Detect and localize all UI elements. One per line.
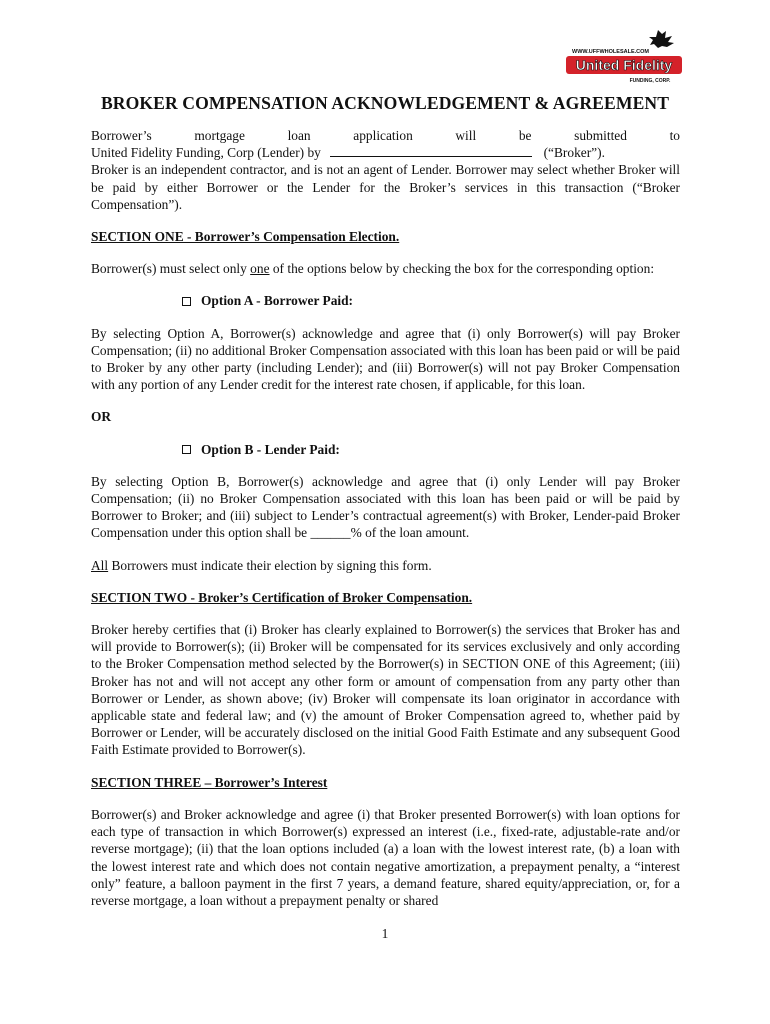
intro-word: loan	[287, 128, 311, 143]
option-a-checkbox[interactable]	[182, 297, 191, 306]
intro-word: Borrower’s	[91, 128, 152, 143]
percentage-blank[interactable]: ______	[310, 525, 351, 541]
option-b-heading	[182, 441, 680, 458]
logo-sub: FUNDING, CORP.	[629, 78, 671, 84]
page-title: BROKER COMPENSATION ACKNOWLEDGEMENT & AGREEMENT	[100, 93, 670, 113]
intro-broker-label: (“Broker”).	[543, 145, 605, 161]
intro-word: mortgage	[194, 128, 245, 143]
intro-word: to	[669, 128, 680, 143]
option-a-text: By selecting Option A, Borrower(s) acknowledge and agree that (i) only Borrower(s) will pay Broker Compensation; (ii) no additional Broker Compensation associated with this loan has been paid or will be paid to Broker by any other party (including Lender); and (iii) Borrower(s) will not pay Broker Compensation with any portion of any Lender credit for the interest rate chosen, if applicable, for this loan.	[91, 325, 680, 393]
section-one-heading: SECTION ONE - Borrower’s Compensation Election.	[91, 229, 400, 245]
logo-brand: United Fidelity	[575, 57, 673, 73]
option-a-label: Option A - Borrower Paid:	[201, 293, 354, 309]
page-number: 1	[381, 926, 389, 941]
option-b-checkbox[interactable]	[182, 445, 191, 454]
section-three-heading: SECTION THREE – Borrower’s Interest	[91, 774, 328, 790]
one-emphasis: one	[250, 261, 270, 277]
section-two-heading: SECTION TWO - Broker’s Certification of Broker Compensation.	[91, 589, 473, 605]
logo-url: WWW.UFFWHOLESALE.COM	[572, 49, 649, 55]
intro-line-2	[91, 144, 680, 161]
united-fidelity-logo	[562, 28, 686, 86]
intro-lender-text: United Fidelity Funding, Corp (Lender) by	[91, 145, 321, 161]
option-b-label: Option B - Lender Paid:	[201, 441, 340, 457]
intro-word: submitted	[574, 128, 627, 143]
all-emphasis: All	[91, 557, 109, 573]
all-borrowers-note: All Borrowers must indicate their election by signing this form.	[91, 557, 432, 573]
option-b-text: By selecting Option B, Borrower(s) acknowledge and agree that (i) only Lender will pay Broker Compensation; (ii) no Broker Compensation associated with this loan has been paid or will be paid by Borrower to Broker; and (iii) subject to Lender’s contractual agreement(s) with Broker, Lender-paid Broker Compensation under this option shall be ______% of the loan amount.	[91, 473, 680, 541]
document-body	[91, 127, 680, 909]
or-label: OR	[91, 409, 112, 425]
option-a-heading	[182, 292, 680, 309]
intro-word: application	[353, 128, 413, 143]
section-one-instruction: Borrower(s) must select only one of the options below by checking the box for the corresponding option:	[91, 261, 655, 277]
broker-name-field[interactable]	[330, 144, 532, 157]
intro-word: be	[518, 128, 532, 143]
intro-word: will	[455, 128, 477, 143]
intro-paragraph: Broker is an independent contractor, and is not an agent of Lender. Borrower may select whether Broker will be paid by either Borrower or the Lender for the Broker’s services in this transaction (“Broker Compensation”).	[91, 162, 680, 212]
section-three-text: Borrower(s) and Broker acknowledge and agree (i) that Broker presented Borrower(s) with loan options for each type of transaction in which Borrower(s) expressed an interest (i.e., fixed-rate, adjustable-rate and/or reverse mortgage); (ii) that the loan options included (a) a loan with the lowest interest rate, (b) a loan with the lowest interest rate and which does not contain negative amortization, a prepayment penalty, a “interest only” feature, a balloon payment in the first 7 years, a demand feature, shared equity/appreciation, or, for a reverse mortgage, a loan without a prepayment penalty or shared	[91, 806, 680, 908]
intro-line-1	[91, 127, 680, 144]
section-two-text: Broker hereby certifies that (i) Broker has clearly explained to Borrower(s) the services that Broker has and will provide to Borrower(s); (ii) Broker will be compensated for its services exclusively and only according to the Broker Compensation method selected by the Borrower(s) in SECTION ONE of this Agreement; (iii) Broker has not and will not accept any other form or amount of compensation from any party other than Borrower or Lender, as shown above; (iv) Broker will compensate its loan originator in accordance with applicable state and federal law; and (v) the amount of Broker Compensation agreed to, whether paid by Borrower or Lender, will be accurately disclosed on the initial Good Faith Estimate and any subsequent Good Faith Estimate provided to Borrower(s).	[91, 622, 680, 758]
